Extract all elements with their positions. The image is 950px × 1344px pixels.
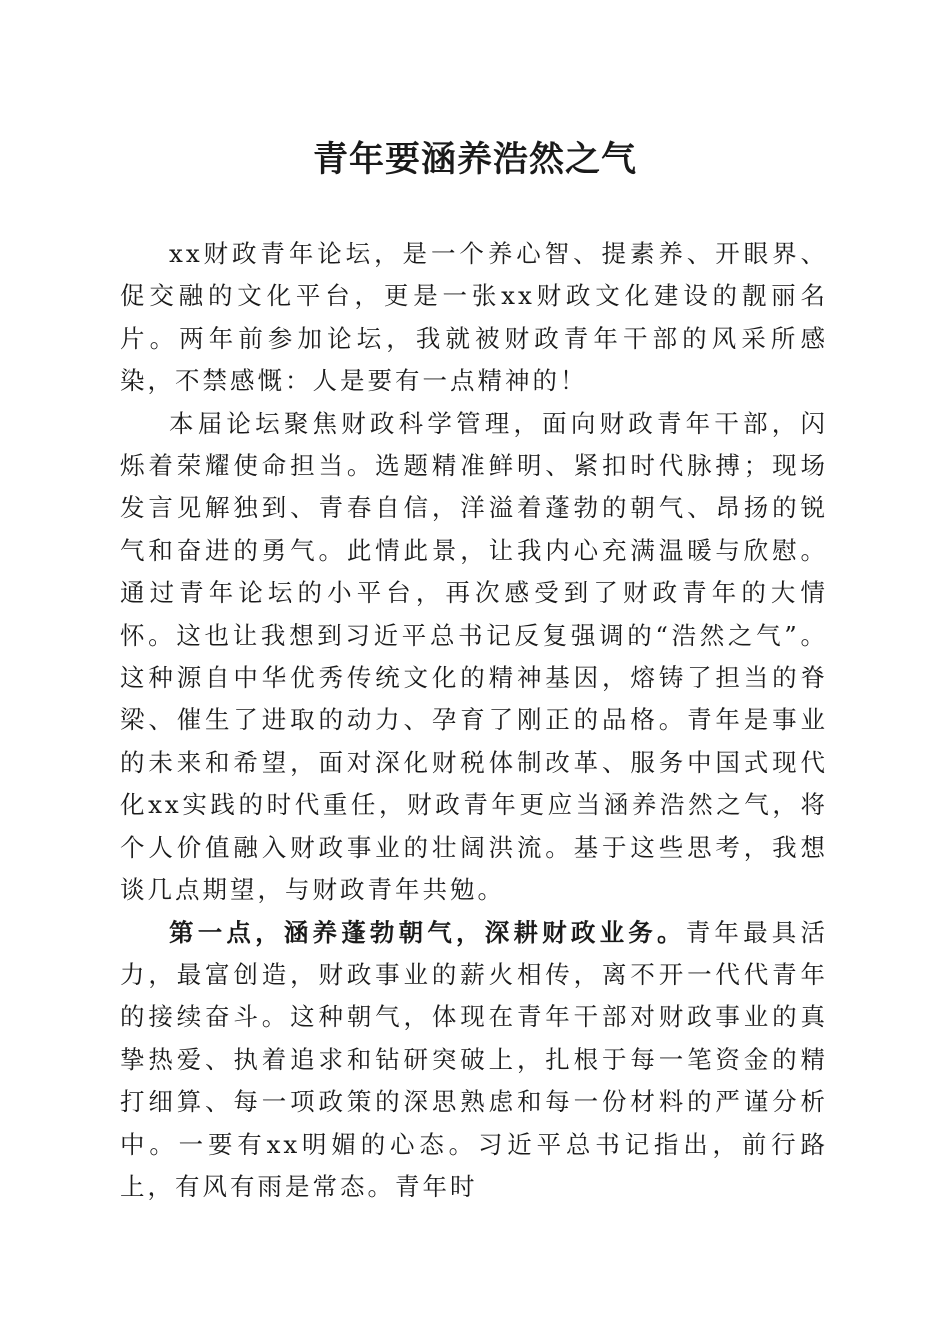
document-body [120,233,828,1208]
paragraph-2-text: 本届论坛聚焦财政科学管理，面向财政青年干部，闪烁着荣耀使命担当。选题精准鲜明、紧扣时代脉搏；现场发言见解独到、青春自信，洋溢着蓬勃的朝气、昂扬的锐气和奋进的勇气。此情此景，让我内心充满温暖与欣慰。通过青年论坛的小平台，再次感受到了财政青年的大情怀。这也让我想到习近平总书记反复强调的“浩然之气”。这种源自中华优秀传统文化的精神基因，熔铸了担当的脊梁、催生了进取的动力、孕育了刚正的品格。青年是事业的未来和希望，面对深化财税体制改革、服务中国式现代化xx实践的时代重任，财政青年更应当涵养浩然之气，将个人价值融入财政事业的壮阔洪流。基于这些思考，我想谈几点期望，与财政青年共勉。 [120,408,828,905]
paragraph-3-text: 青年最具活力，最富创造，财政事业的薪火相传，离不开一代代青年的接续奋斗。这种朝气，体现在青年干部对财政事业的真挚热爱、执着追求和钻研突破上，扎根于每一笔资金的精打细算、每一项政策的深思熟虑和每一份材料的严谨分析中。一要有xx明媚的心态。习近平总书记指出，前行路上，有风有雨是常态。青年时 [120,917,829,1201]
document-title: 青年要涵养浩然之气 [312,139,637,180]
paragraph-2 [120,403,828,912]
paragraph-3 [120,912,828,1209]
paragraph-3-lead: 第一点，涵养蓬勃朝气，深耕财政业务。 [169,917,686,947]
paragraph-1 [120,233,828,403]
paragraph-1-text: xx财政青年论坛，是一个养心智、提素养、开眼界、促交融的文化平台，更是一张xx财政文化建设的靓丽名片。两年前参加论坛，我就被财政青年干部的风采所感染，不禁感慨：人是要有一点精神的！ [120,239,828,396]
